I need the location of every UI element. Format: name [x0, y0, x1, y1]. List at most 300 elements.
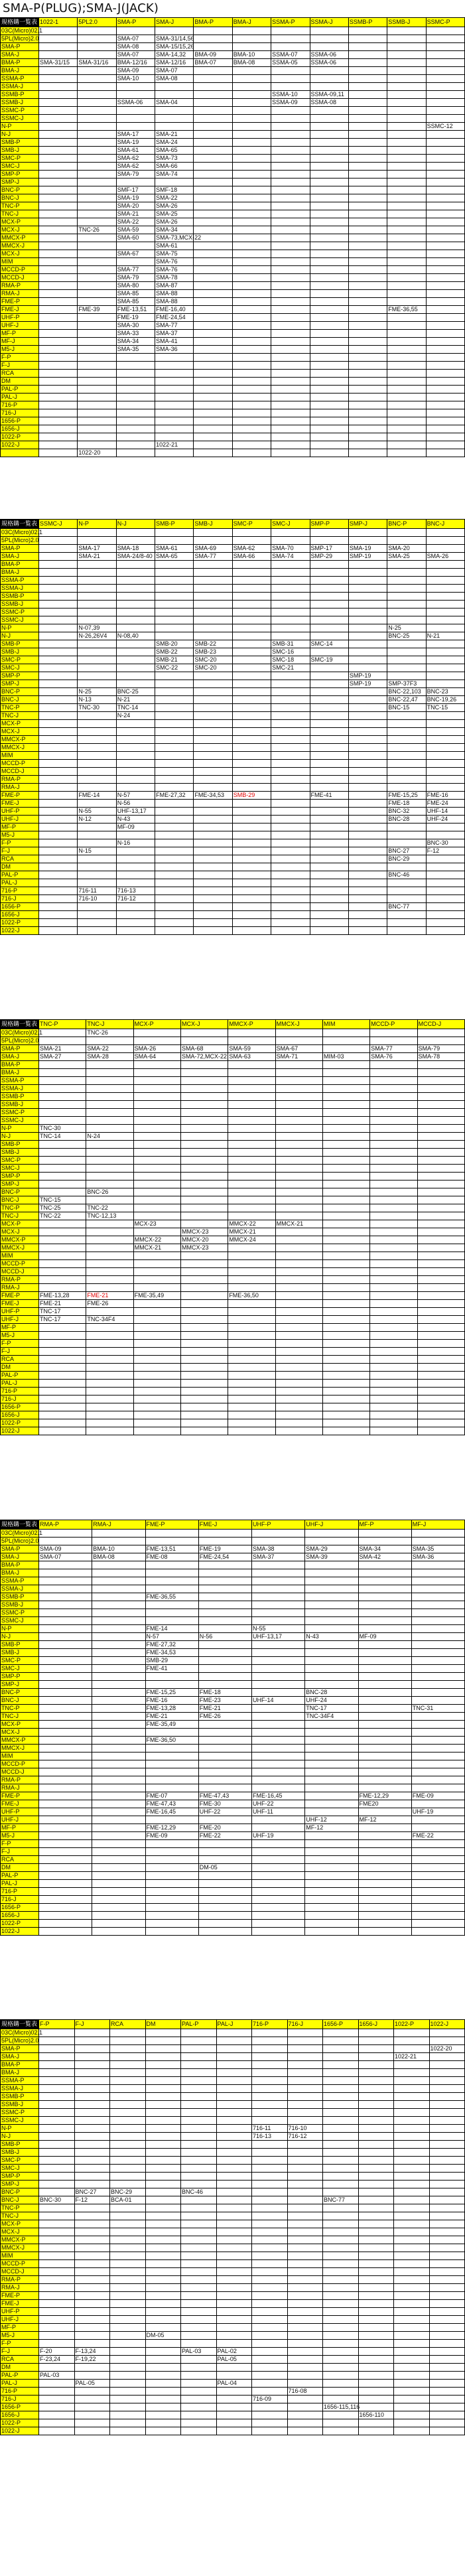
table-row	[1, 2077, 465, 2085]
table-cell	[39, 1840, 92, 1848]
table-cell	[348, 362, 387, 370]
table-cell	[271, 879, 310, 887]
table-cell	[426, 362, 464, 370]
table-cell	[232, 210, 271, 218]
table-cell	[370, 1188, 417, 1196]
table-cell	[323, 2077, 359, 2085]
table-cell: PAL-02	[216, 2348, 252, 2356]
table-cell	[252, 2340, 288, 2348]
table-cell	[78, 282, 116, 290]
table-cell: BMA-08	[232, 59, 271, 67]
table-cell	[74, 2109, 110, 2117]
table-cell	[232, 696, 271, 704]
table-cell	[155, 863, 194, 871]
table-cell	[348, 274, 387, 282]
table-cell	[429, 2029, 465, 2037]
table-cell	[310, 704, 348, 712]
table-cell	[92, 1753, 145, 1760]
row-label: SMB-J	[1, 147, 39, 155]
table-cell: SSMA-05	[271, 59, 310, 67]
table-cell	[78, 417, 116, 425]
table-cell	[39, 1411, 86, 1419]
table-cell	[310, 155, 348, 163]
table-cell	[426, 282, 464, 290]
table-cell	[216, 2069, 252, 2077]
table-cell: SMB-22	[155, 648, 194, 656]
table-cell	[145, 2117, 181, 2125]
table-cell	[417, 1173, 464, 1181]
table-cell	[370, 1427, 417, 1435]
table-row	[1, 218, 465, 226]
table-cell	[39, 1856, 92, 1864]
table-cell	[145, 1760, 198, 1768]
table-cell	[429, 2117, 465, 2125]
table-cell	[155, 624, 194, 632]
table-cell	[39, 1625, 92, 1633]
table-cell	[145, 2300, 181, 2308]
row-label: RMA-P	[1, 2276, 39, 2284]
table-cell	[145, 1609, 198, 1617]
table-cell	[116, 425, 155, 433]
table-cell: SMA-31/15	[39, 59, 78, 67]
table-cell	[348, 139, 387, 147]
table-cell	[411, 1737, 464, 1745]
table-cell	[287, 2403, 323, 2411]
table-cell	[411, 1896, 464, 1904]
table-cell: SMA-28	[86, 1053, 133, 1061]
table-cell: MMCX-23	[180, 1228, 228, 1236]
table-cell	[110, 2364, 146, 2372]
table-cell	[271, 107, 310, 115]
table-cell: N-55	[252, 1625, 305, 1633]
table-cell	[310, 736, 348, 744]
table-cell	[271, 322, 310, 330]
table-cell	[92, 1816, 145, 1824]
table-cell	[181, 2173, 217, 2181]
table-cell	[228, 1204, 275, 1212]
table-cell	[92, 1745, 145, 1753]
table-cell	[133, 1101, 180, 1109]
table-cell	[133, 1181, 180, 1188]
table-cell	[232, 768, 271, 776]
table-cell	[252, 2403, 288, 2411]
table-cell	[116, 354, 155, 362]
table-cell	[387, 91, 426, 99]
table-cell	[323, 2308, 359, 2316]
row-label: M5-J	[1, 1332, 39, 1340]
table-cell	[394, 2181, 430, 2188]
table-cell	[110, 2276, 146, 2284]
table-cell	[181, 2388, 217, 2396]
table-cell	[74, 2340, 110, 2348]
table-cell	[194, 728, 232, 736]
table-cell: N-24	[116, 712, 155, 720]
table-cell	[411, 1872, 464, 1880]
table-cell	[39, 895, 78, 903]
table-cell	[78, 346, 116, 354]
table-cell: SSMA-06	[310, 51, 348, 59]
table-cell	[39, 338, 78, 346]
row-label: FME-J	[1, 800, 39, 808]
table-cell: TNC-17	[39, 1316, 86, 1324]
table-cell	[310, 163, 348, 171]
row-label: MMCX-J	[1, 1745, 39, 1753]
table-cell: FME-47,43	[145, 1800, 198, 1808]
table-cell	[426, 258, 464, 266]
table-cell	[133, 1037, 180, 1045]
table-cell	[145, 2053, 181, 2061]
table-cell: BNC-19,26	[426, 696, 464, 704]
table-cell	[86, 1284, 133, 1292]
table-cell	[145, 2061, 181, 2069]
table-cell	[39, 2141, 75, 2149]
table-cell	[155, 425, 194, 433]
table-cell	[417, 1332, 464, 1340]
table-cell: SMA-25	[155, 210, 194, 218]
table-cell	[252, 2380, 288, 2388]
table-cell	[358, 1641, 411, 1649]
table-cell	[322, 1300, 369, 1308]
row-label: 1656-J	[1, 2411, 39, 2419]
table-cell	[78, 561, 116, 569]
table-cell	[194, 91, 232, 99]
table-cell	[155, 680, 194, 688]
table-cell	[429, 2316, 465, 2324]
table-cell	[228, 1395, 275, 1403]
table-row	[1, 1276, 465, 1284]
table-cell	[78, 863, 116, 871]
table-cell	[78, 83, 116, 91]
table-cell	[116, 242, 155, 250]
table-cell: UHF-14	[426, 808, 464, 816]
table-cell	[181, 2109, 217, 2117]
table-cell	[110, 2077, 146, 2085]
table-cell	[181, 2427, 217, 2435]
row-label: 5PL(Micro)2.0	[1, 537, 39, 543]
table-cell	[370, 1316, 417, 1324]
table-cell	[387, 879, 426, 887]
table-cell	[387, 616, 426, 624]
table-cell	[387, 863, 426, 871]
table-cell	[426, 911, 464, 919]
table-cell	[429, 2260, 465, 2268]
table-cell: SMF-17	[116, 186, 155, 194]
table-row	[1, 784, 465, 792]
table-cell	[78, 800, 116, 808]
table-row	[1, 1896, 465, 1904]
table-cell	[310, 752, 348, 760]
table-cell	[110, 2037, 146, 2045]
table-cell	[39, 1768, 92, 1776]
table-cell: SMA-19	[116, 139, 155, 147]
table-cell	[252, 2101, 288, 2109]
table-cell	[252, 1593, 305, 1601]
table-cell	[194, 298, 232, 306]
table-cell	[275, 1125, 322, 1133]
table-cell	[39, 831, 78, 839]
table-cell	[228, 1276, 275, 1284]
table-cell	[78, 577, 116, 585]
table-cell	[39, 863, 78, 871]
table-cell	[116, 903, 155, 911]
table-cell	[74, 2276, 110, 2284]
table-cell	[287, 2196, 323, 2204]
table-cell: SMA-29	[305, 1545, 358, 1553]
table-cell	[133, 1268, 180, 1276]
column-header: SSMA-P	[271, 18, 310, 27]
table-cell	[426, 831, 464, 839]
row-label: MCCD-P	[1, 760, 39, 768]
table-cell	[322, 1029, 369, 1037]
table-cell	[411, 1888, 464, 1896]
table-cell	[358, 1681, 411, 1689]
table-cell	[198, 1577, 251, 1585]
table-cell	[348, 226, 387, 234]
table-cell	[198, 1768, 251, 1776]
table-cell	[426, 736, 464, 744]
table-cell: SMA-15/15,26	[156, 43, 194, 50]
table-cell: FME-36,50	[228, 1292, 275, 1300]
row-label: MIM	[1, 1753, 39, 1760]
table-cell	[287, 2260, 323, 2268]
table-cell	[271, 632, 310, 640]
table-cell	[348, 664, 387, 672]
table-cell: SMC-18	[271, 656, 310, 664]
table-cell	[232, 847, 271, 855]
table-cell	[92, 1609, 145, 1617]
table-cell	[310, 27, 348, 35]
row-label: 716-P	[1, 1888, 39, 1896]
table-cell	[429, 2125, 465, 2133]
table-cell	[426, 186, 464, 194]
table-cell	[181, 2356, 217, 2364]
table-row	[1, 2157, 465, 2165]
table-cell	[110, 2212, 146, 2220]
table-cell	[271, 171, 310, 179]
table-cell	[39, 433, 78, 441]
table-cell: FME-34,53	[194, 792, 232, 800]
table-cell	[271, 314, 310, 322]
table-cell	[426, 871, 464, 879]
table-row	[1, 1252, 465, 1260]
table-cell	[287, 2029, 323, 2037]
table-row	[1, 545, 465, 553]
table-cell	[348, 266, 387, 274]
table-cell	[271, 218, 310, 226]
table-cell	[358, 1585, 411, 1593]
table-cell	[216, 2196, 252, 2204]
table-cell	[287, 2069, 323, 2077]
table-cell: SMA-17	[116, 131, 155, 139]
table-cell: 716-08	[287, 2388, 323, 2396]
table-row	[1, 800, 465, 808]
table-cell	[411, 1538, 464, 1545]
table-cell	[287, 2085, 323, 2093]
table-cell	[133, 1324, 180, 1332]
table-cell	[287, 2093, 323, 2101]
table-cell	[358, 2228, 394, 2236]
table-cell	[116, 107, 155, 115]
table-cell	[429, 2372, 465, 2380]
table-cell	[92, 1896, 145, 1904]
table-cell	[358, 1808, 411, 1816]
row-label: MCCD-P	[1, 1760, 39, 1768]
table-cell	[310, 218, 348, 226]
table-cell	[86, 1220, 133, 1228]
table-row	[1, 1880, 465, 1888]
table-row	[1, 1419, 465, 1427]
table-header-row	[1, 2020, 465, 2029]
table-cell	[429, 2149, 465, 2157]
table-cell	[216, 2181, 252, 2188]
table-cell: SMA-22	[86, 1045, 133, 1053]
table-cell	[417, 1388, 464, 1395]
table-cell	[116, 855, 155, 863]
table-cell	[39, 696, 78, 704]
table-row	[1, 2324, 465, 2332]
table-cell: SMA-60	[116, 234, 155, 242]
table-cell	[232, 330, 271, 338]
table-cell	[411, 1601, 464, 1609]
row-label: MF-P	[1, 823, 39, 831]
table-cell	[387, 258, 426, 266]
table-cell	[39, 2173, 75, 2181]
table-cell	[387, 186, 426, 194]
table-cell	[78, 131, 116, 139]
table-cell	[39, 1538, 92, 1545]
table-cell: BNC-26	[86, 1188, 133, 1196]
table-cell	[133, 1157, 180, 1165]
table-row	[1, 266, 465, 274]
table-cell: MF-12	[305, 1824, 358, 1832]
row-label: RMA-P	[1, 1776, 39, 1784]
table-cell	[358, 2356, 394, 2364]
table-row	[1, 274, 465, 282]
table-cell: FME-08	[145, 1553, 198, 1561]
table-cell	[110, 2149, 146, 2157]
table-row	[1, 1141, 465, 1149]
column-header: MF-P	[358, 1520, 411, 1530]
table-cell	[39, 640, 78, 648]
table-cell	[133, 1340, 180, 1348]
table-cell	[287, 2348, 323, 2356]
table-cell	[394, 2173, 430, 2181]
table-cell: SMB-29	[232, 792, 271, 800]
table-cell	[271, 704, 310, 712]
table-cell	[39, 91, 78, 99]
table-cell: SMB-20	[155, 640, 194, 648]
table-cell	[358, 1880, 411, 1888]
table-cell	[216, 2268, 252, 2276]
row-label: MF-J	[1, 338, 39, 346]
table-cell	[271, 736, 310, 744]
table-cell	[417, 1181, 464, 1188]
table-cell	[194, 784, 232, 792]
table-cell	[310, 35, 348, 43]
row-label: MCX-J	[1, 226, 39, 234]
table-cell	[394, 2268, 430, 2276]
table-cell	[310, 75, 348, 83]
table-cell	[310, 274, 348, 282]
table-cell	[145, 2348, 181, 2356]
row-label: BNC-P	[1, 1689, 39, 1697]
table-cell	[180, 1252, 228, 1260]
table-cell	[411, 1721, 464, 1729]
table-cell	[74, 2260, 110, 2268]
table-cell	[39, 1792, 92, 1800]
table-cell	[275, 1141, 322, 1149]
row-label: 1656-J	[1, 425, 39, 433]
table-cell	[348, 194, 387, 202]
table-cell	[86, 1228, 133, 1236]
table-cell	[387, 362, 426, 370]
row-label: MCX-P	[1, 1220, 39, 1228]
table-row	[1, 895, 465, 903]
table-cell	[322, 1149, 369, 1157]
table-cell	[116, 608, 155, 616]
table-cell	[78, 115, 116, 123]
table-row	[1, 608, 465, 616]
row-label: RMA-P	[1, 1276, 39, 1284]
table-cell	[358, 1561, 411, 1569]
row-label: UHF-J	[1, 1816, 39, 1824]
table-cell	[323, 2364, 359, 2372]
table-cell: SMA-26	[426, 553, 464, 561]
table-cell	[216, 2308, 252, 2316]
table-cell	[426, 51, 464, 59]
table-cell	[411, 1784, 464, 1792]
table-cell	[39, 1697, 92, 1705]
row-label: FME-P	[1, 792, 39, 800]
table-cell	[155, 903, 194, 911]
table-cell	[411, 1633, 464, 1641]
table-cell	[232, 202, 271, 210]
row-label: BNC-J	[1, 1196, 39, 1204]
table-cell	[275, 1419, 322, 1427]
table-cell	[232, 752, 271, 760]
table-cell	[39, 1403, 86, 1411]
table-cell: FME-14	[78, 792, 116, 800]
table-cell	[145, 2220, 181, 2228]
table-cell	[370, 1252, 417, 1260]
table-cell	[271, 75, 310, 83]
table-cell	[232, 720, 271, 728]
table-cell	[180, 1372, 228, 1380]
table-cell	[92, 1848, 145, 1856]
table-cell	[310, 282, 348, 290]
table-cell	[39, 83, 78, 91]
table-cell	[310, 330, 348, 338]
table-cell	[417, 1324, 464, 1332]
table-cell: F-23,24	[39, 2356, 75, 2364]
table-cell	[271, 608, 310, 616]
table-cell	[348, 808, 387, 816]
table-cell	[110, 2332, 146, 2340]
table-cell	[39, 2069, 75, 2077]
table-cell	[181, 2284, 217, 2292]
table-cell	[387, 51, 426, 59]
table-cell	[86, 1364, 133, 1372]
table-row	[1, 1133, 465, 1141]
table-cell	[417, 1308, 464, 1316]
table-row	[1, 1411, 465, 1419]
table-row	[1, 1125, 465, 1133]
table-row	[1, 1705, 465, 1713]
table-cell	[429, 2348, 465, 2356]
table-row	[1, 1904, 465, 1912]
table-cell	[155, 107, 194, 115]
table-cell	[180, 1220, 228, 1228]
